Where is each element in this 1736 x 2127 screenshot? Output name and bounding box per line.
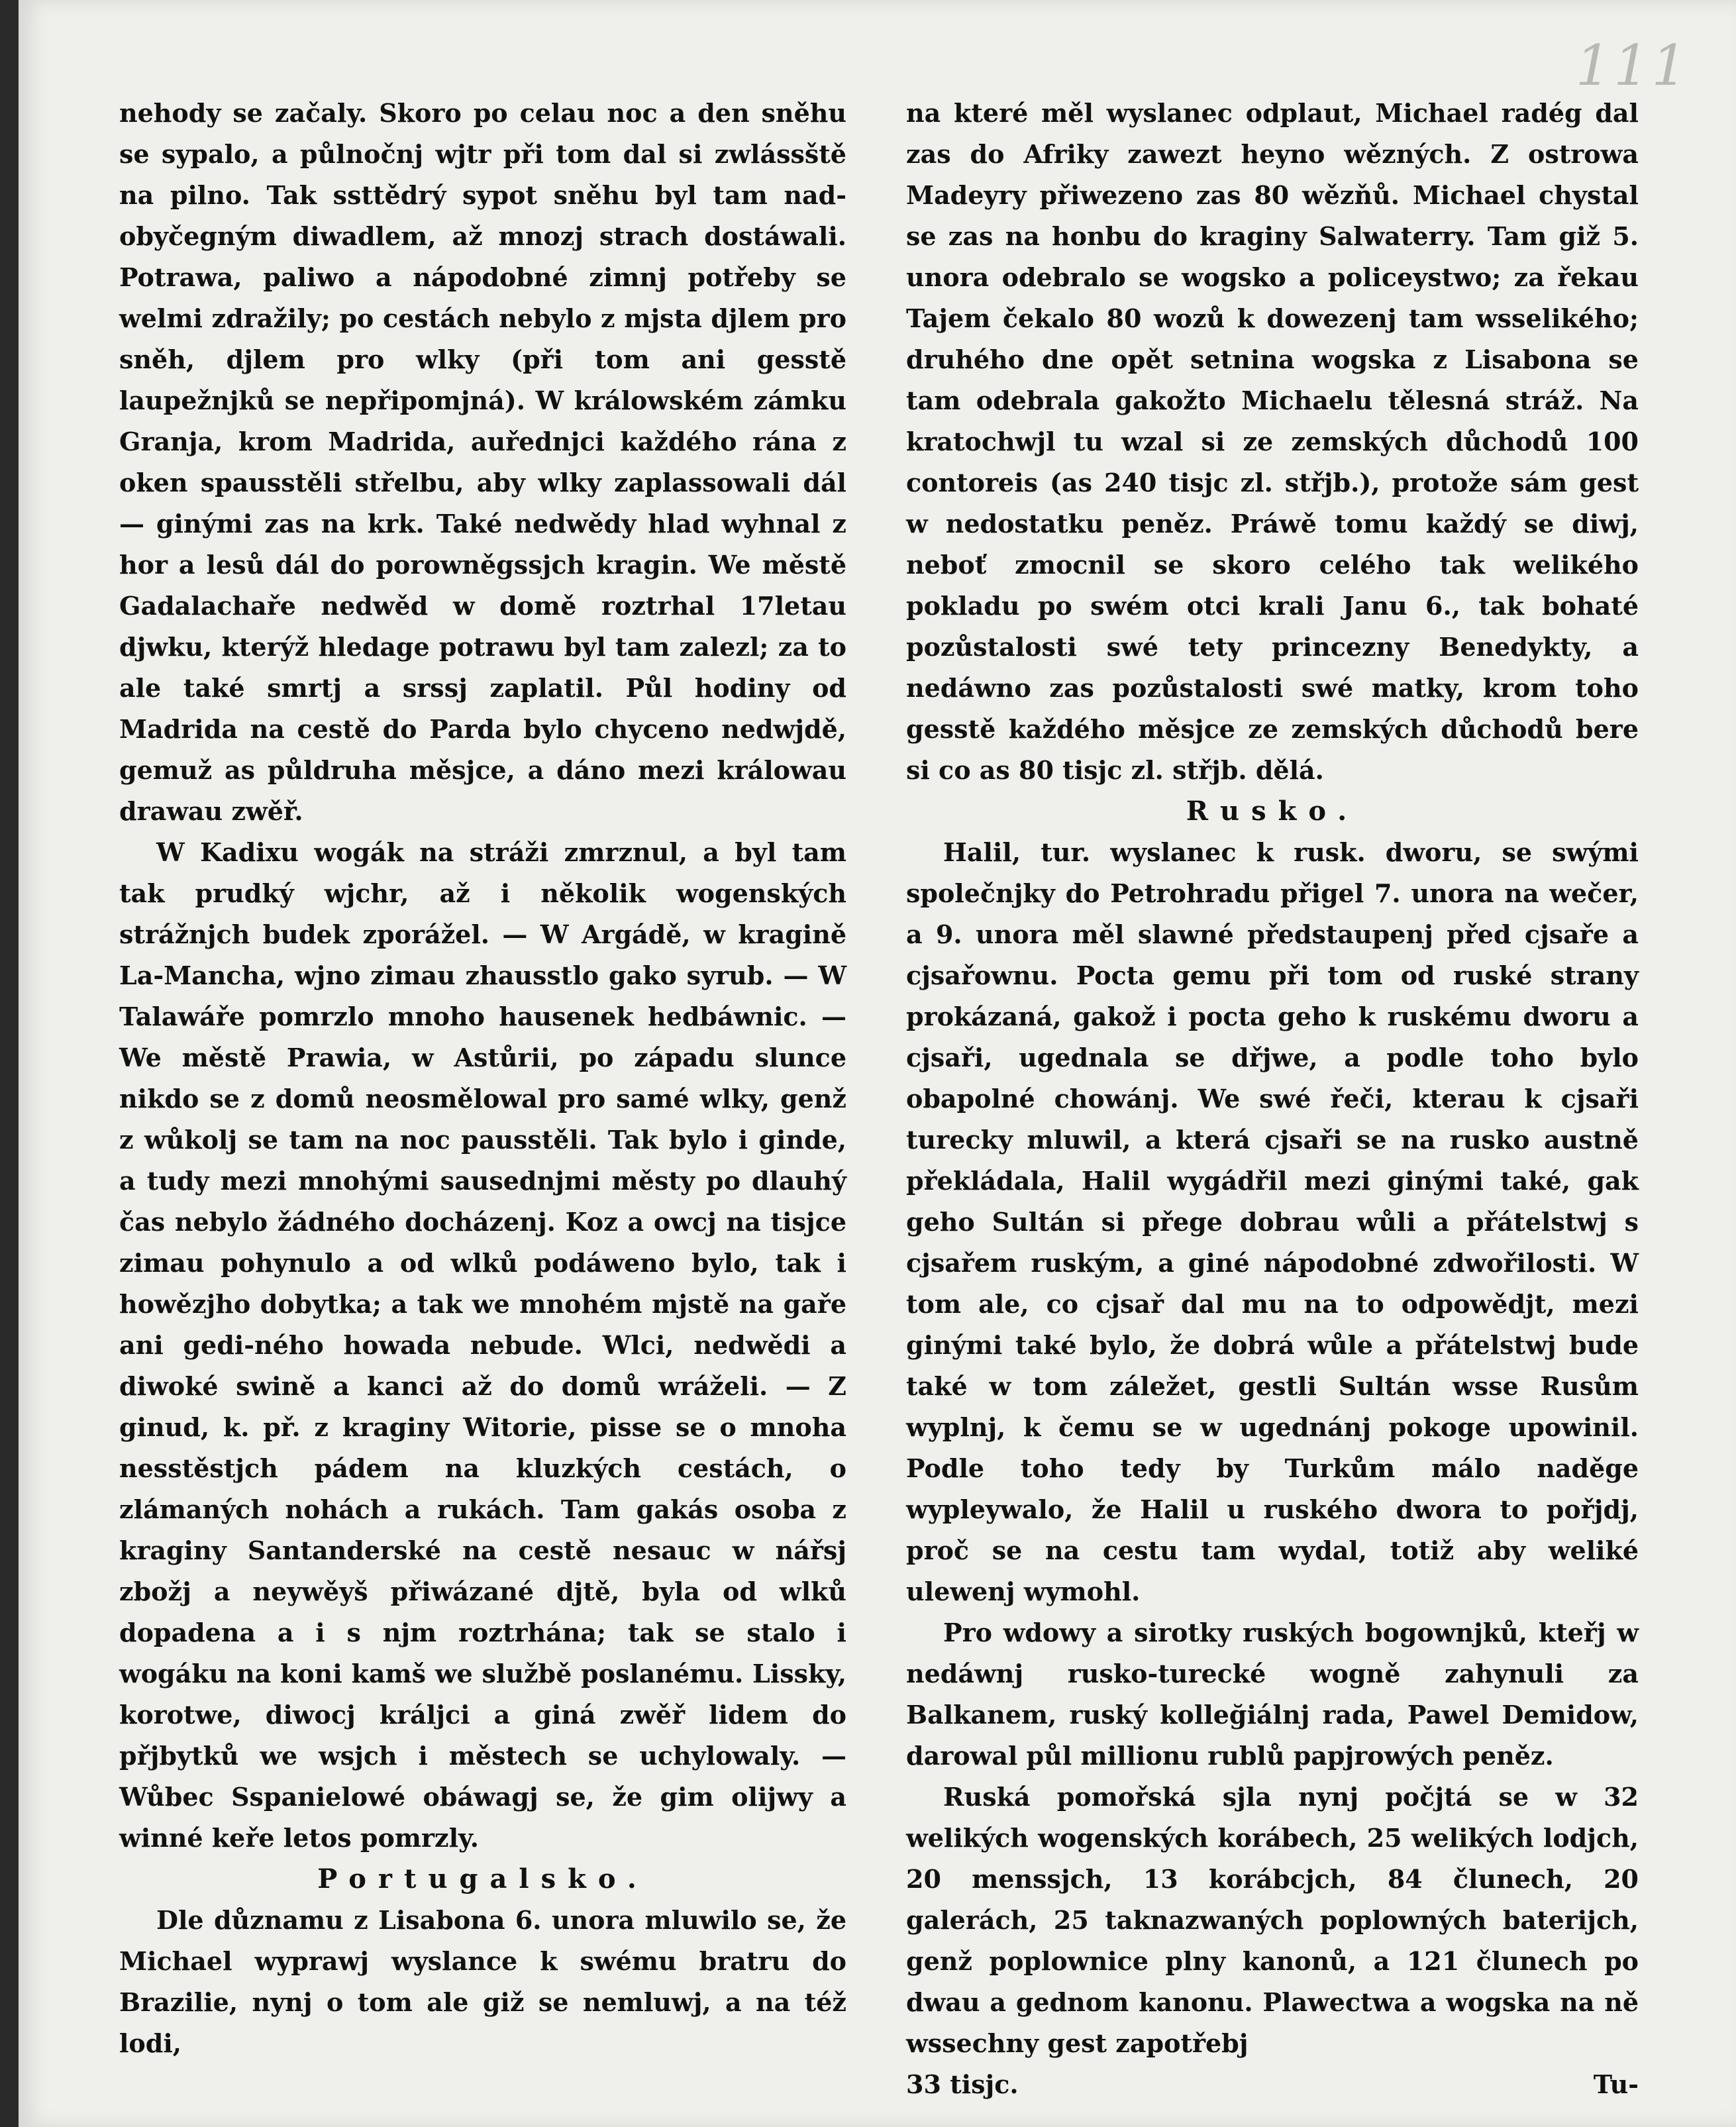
paragraph: Halil, tur. wyslanec k rusk. dworu, se swými společnjky do Petrohradu přigel 7. unora na wečer, a 9. unora měl slawné předstaupenj před cjsaře a cjsařownu. Pocta gemu při tom od ruské strany prokázaná, gakož i pocta geho k ruskému dworu a cjsaři, ugednala se dřjwe, a podle toho bylo obapolné chowánj. We swé řeči, kterau k cjsaři turecky mluwil, a která cjsaři se na rusko austně překládala, Halil wygádřil mezi ginými také, gak geho Sultán si přege dobrau wůli a přátelstwj s cjsařem ruským, a giné nápodobné zdwořilosti. W tom ale, co cjsař dal mu na to odpowědjt, mezi ginými také bylo, že dobrá wůle a přátelstwj bude také w tom záležet, gestli Sultán wsse Rusům wyplnj, k čemu se w ugednánj pokoge upowinil. Podle toho tedy by Turkům málo naděge wypleywalo, že Halil u ruského dwora to pořjdj, proč se na cestu tam wydal, totiž aby weliké ulewenj wymohl. <box>906 837 1639 1606</box>
paragraph: Pro wdowy a sirotky ruských bogownjků, kteřj w nedáwnj rusko-turecké wogně zahynuli za Balkanem, ruský kolleğiálnj rada, Pawel Demidow, darowal půl millionu rublů papjrowých peněz. <box>906 1618 1639 1771</box>
paragraph: Ruská pomořská sjla nynj počjtá se w 32 welikých wogenských korábech, 25 welikých lodjch, 20 menssjch, 13 korábcjch, 84 člunech, 20 galerách, 25 taknazwaných poplowných baterijch, genž poplownice plny kanonů, a 121 člunech po dwau a gednom kanonu. Plawectwa a wogska na ně wssechny gest zapotřebj <box>906 1782 1639 2058</box>
section-heading-russia: Rusko. <box>1186 796 1359 827</box>
final-line <box>906 2064 1639 2105</box>
left-column <box>119 93 846 2064</box>
right-column <box>906 93 1639 2105</box>
paragraph: nehody se začaly. Skoro po celau noc a den sněhu se sypalo, a půlnočnj wjtr při tom dal si zwlássště na pilno. Tak ssttědrý sypot sněhu byl tam nad-obyčegným diwadlem, až mnozj strach dostáwali. Potrawa, paliwo a nápodobné zimnj potřeby se welmi zdražily; po cestách nebylo z mjsta djlem pro sněh, djlem pro wlky (při tom ani gesstě laupežnjků se nepřipomjná). W králowském zámku Granja, krom Madrida, auřednjci každého rána z oken spausstěli střelbu, aby wlky zaplassowali dál — ginými zas na krk. Také nedwědy hlad wyhnal z hor a lesů dál do porowněgssjch kragin. We městě Gadalachaře nedwěd w domě roztrhal 17letau djwku, kterýž hledage potrawu byl tam zalezl; za to ale také smrtj a srssj zaplatil. Půl hodiny od Madrida na cestě do Parda bylo chyceno nedwjdě, gemuž as půldruha měsjce, a dáno mezi králowau drawau zwěř. <box>119 98 846 826</box>
section-heading-portugal: Portugalsko. <box>317 1863 648 1894</box>
newspaper-page <box>19 0 1736 2127</box>
page-number: 111 <box>1575 33 1690 98</box>
paragraph: Dle důznamu z Lisabona 6. unora mluwilo se, že Michael wyprawj wyslance k swému bratru do Brazilie, nynj o tom ale giž se nemluwj, a na též lodi, <box>119 1905 846 2058</box>
catchword: Tu- <box>1593 2069 1639 2099</box>
final-line-text: 33 tisjc. <box>906 2069 1019 2099</box>
paragraph: na které měl wyslanec odplaut, Michael radég dal zas do Afriky zawezt heyno wězných. Z ostrowa Madeyry přiwezeno zas 80 wězňů. Michael chystal se zas na honbu do kraginy Salwaterry. Tam giž 5. unora odebralo se wogsko a policeystwo; za řekau Tajem čekalo 80 wozů k dowezenj tam wsselikého; druhého dne opět setnina wogska z Lisabona se tam odebrala gakožto Michaelu tělesná stráž. Na kratochwjl tu wzal si ze zemských důchodů 100 contoreis (as 240 tisjc zl. střjb.), protože sám gest w nedostatku peněz. Práwě tomu každý se diwj, neboť zmocnil se skoro celého tak welikého pokladu po swém otci krali Janu 6., tak bohaté pozůstalosti swé tety princezny Benedykty, a nedáwno zas pozůstalosti swé matky, krom toho gesstě každého měsjce ze zemských důchodů bere si co as 80 tisjc zl. střjb. dělá. <box>906 98 1639 785</box>
paragraph: W Kadixu wogák na stráži zmrznul, a byl tam tak prudký wjchr, až i několik wogenských strážnjch budek zporážel. — W Argádě, w kragině La-Mancha, wjno zimau zhausstlo gako syrub. — W Talawáře pomrzlo mnoho hausenek hedbáwnic. — We městě Prawia, w Astůrii, po západu slunce nikdo se z domů neosmělowal pro samé wlky, genž z wůkolj se tam na noc pausstěli. Tak bylo i ginde, a tudy mezi mnohými sausednjmi městy po dlauhý čas nebylo žádného docházenj. Koz a owcj na tisjce zimau pohynulo a od wlků podáweno bylo, tak i howězjho dobytka; a tak we mnohém mjstě na gaře ani gedi-ného howada nebude. Wlci, nedwědi a diwoké swině a kanci až do domů wráželi. — Z ginud, k. př. z kraginy Witorie, pisse se o mnoha nesstěstjch pádem na kluzkých cestách, o zlámaných nohách a rukách. Tam gakás osoba z kraginy Santanderské na cestě nesauc w nářsj zbožj a neywěyš přiwázané djtě, byla od wlků dopadena a i s njm roztrhána; tak se stalo i wogáku na koni kamš we službě poslanému. Lissky, korotwe, diwocj králjci a giná zwěř lidem do přjbytků we wsjch i městech se uchylowaly. — Wůbec Sspanielowé obáwagj se, že gim olijwy a winné keře letos pomrzly. <box>119 837 846 1853</box>
